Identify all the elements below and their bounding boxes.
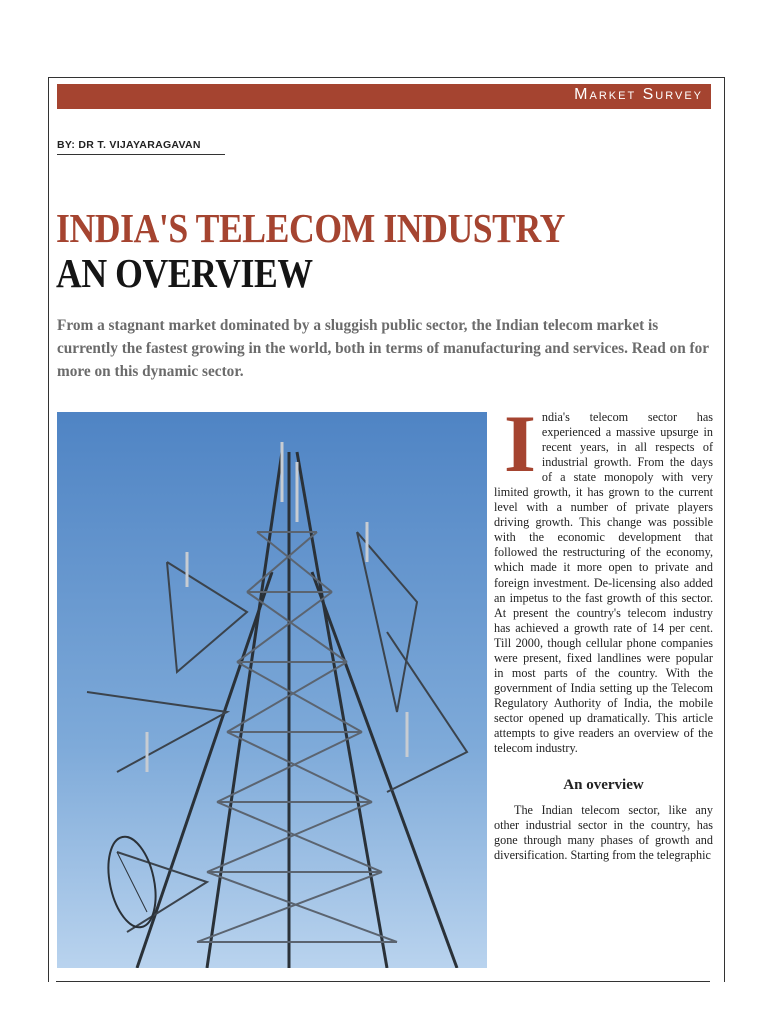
subhead: An overview (563, 777, 644, 794)
section-label: Market Survey (574, 86, 703, 103)
bottom-rule (56, 981, 710, 982)
paragraph-1-text: ndia's telecom sector has experienced a massive upsurge in recent years, in all respects of industrial growth. From the days of a state monopoly with very limited growth, it has grown to the current level with a number of private players driving growth. This change was possible with the economic development that followed the restructuring of the economy, which made it more open to private and foreign investment. De-licensing also added an impetus to the fast growth of this sector. At present the country's telecom industry has achieved a growth rate of 14 per cent. Till 2000, though cellular phone companies were present, fixed landlines were popular in most parts of the country. With the government of India setting up the Telecom Regulatory Authority of India, the mobile sector opened up dramatically. This article attempts to give readers an overview of the telecom industry. (494, 410, 713, 756)
body-paragraph-2: The Indian telecom sector, like any other industrial sector in the country, has gone through many phases of growth and diversification. Starting from the telegraphic (494, 803, 713, 863)
drop-cap: I (504, 398, 536, 489)
body-paragraph-1 (494, 398, 713, 756)
byline: BY: DR T. VIJAYARAGAVAN (57, 139, 201, 151)
top-rule (48, 77, 724, 78)
body-column (494, 398, 713, 863)
right-frame-line (724, 77, 725, 982)
byline-underline (57, 154, 225, 155)
telecom-tower-photo (57, 412, 487, 968)
headline-line-2: AN OVERVIEW (56, 250, 313, 296)
left-frame-line (48, 77, 49, 982)
headline-line-1: INDIA'S TELECOM INDUSTRY (56, 205, 565, 251)
standfirst: From a stagnant market dominated by a sluggish public sector, the Indian telecom market is currently the fastest growing in the world, both in terms of manufacturing and services. Read on for more on this dynamic sector. (57, 317, 709, 380)
section-banner (57, 84, 711, 109)
